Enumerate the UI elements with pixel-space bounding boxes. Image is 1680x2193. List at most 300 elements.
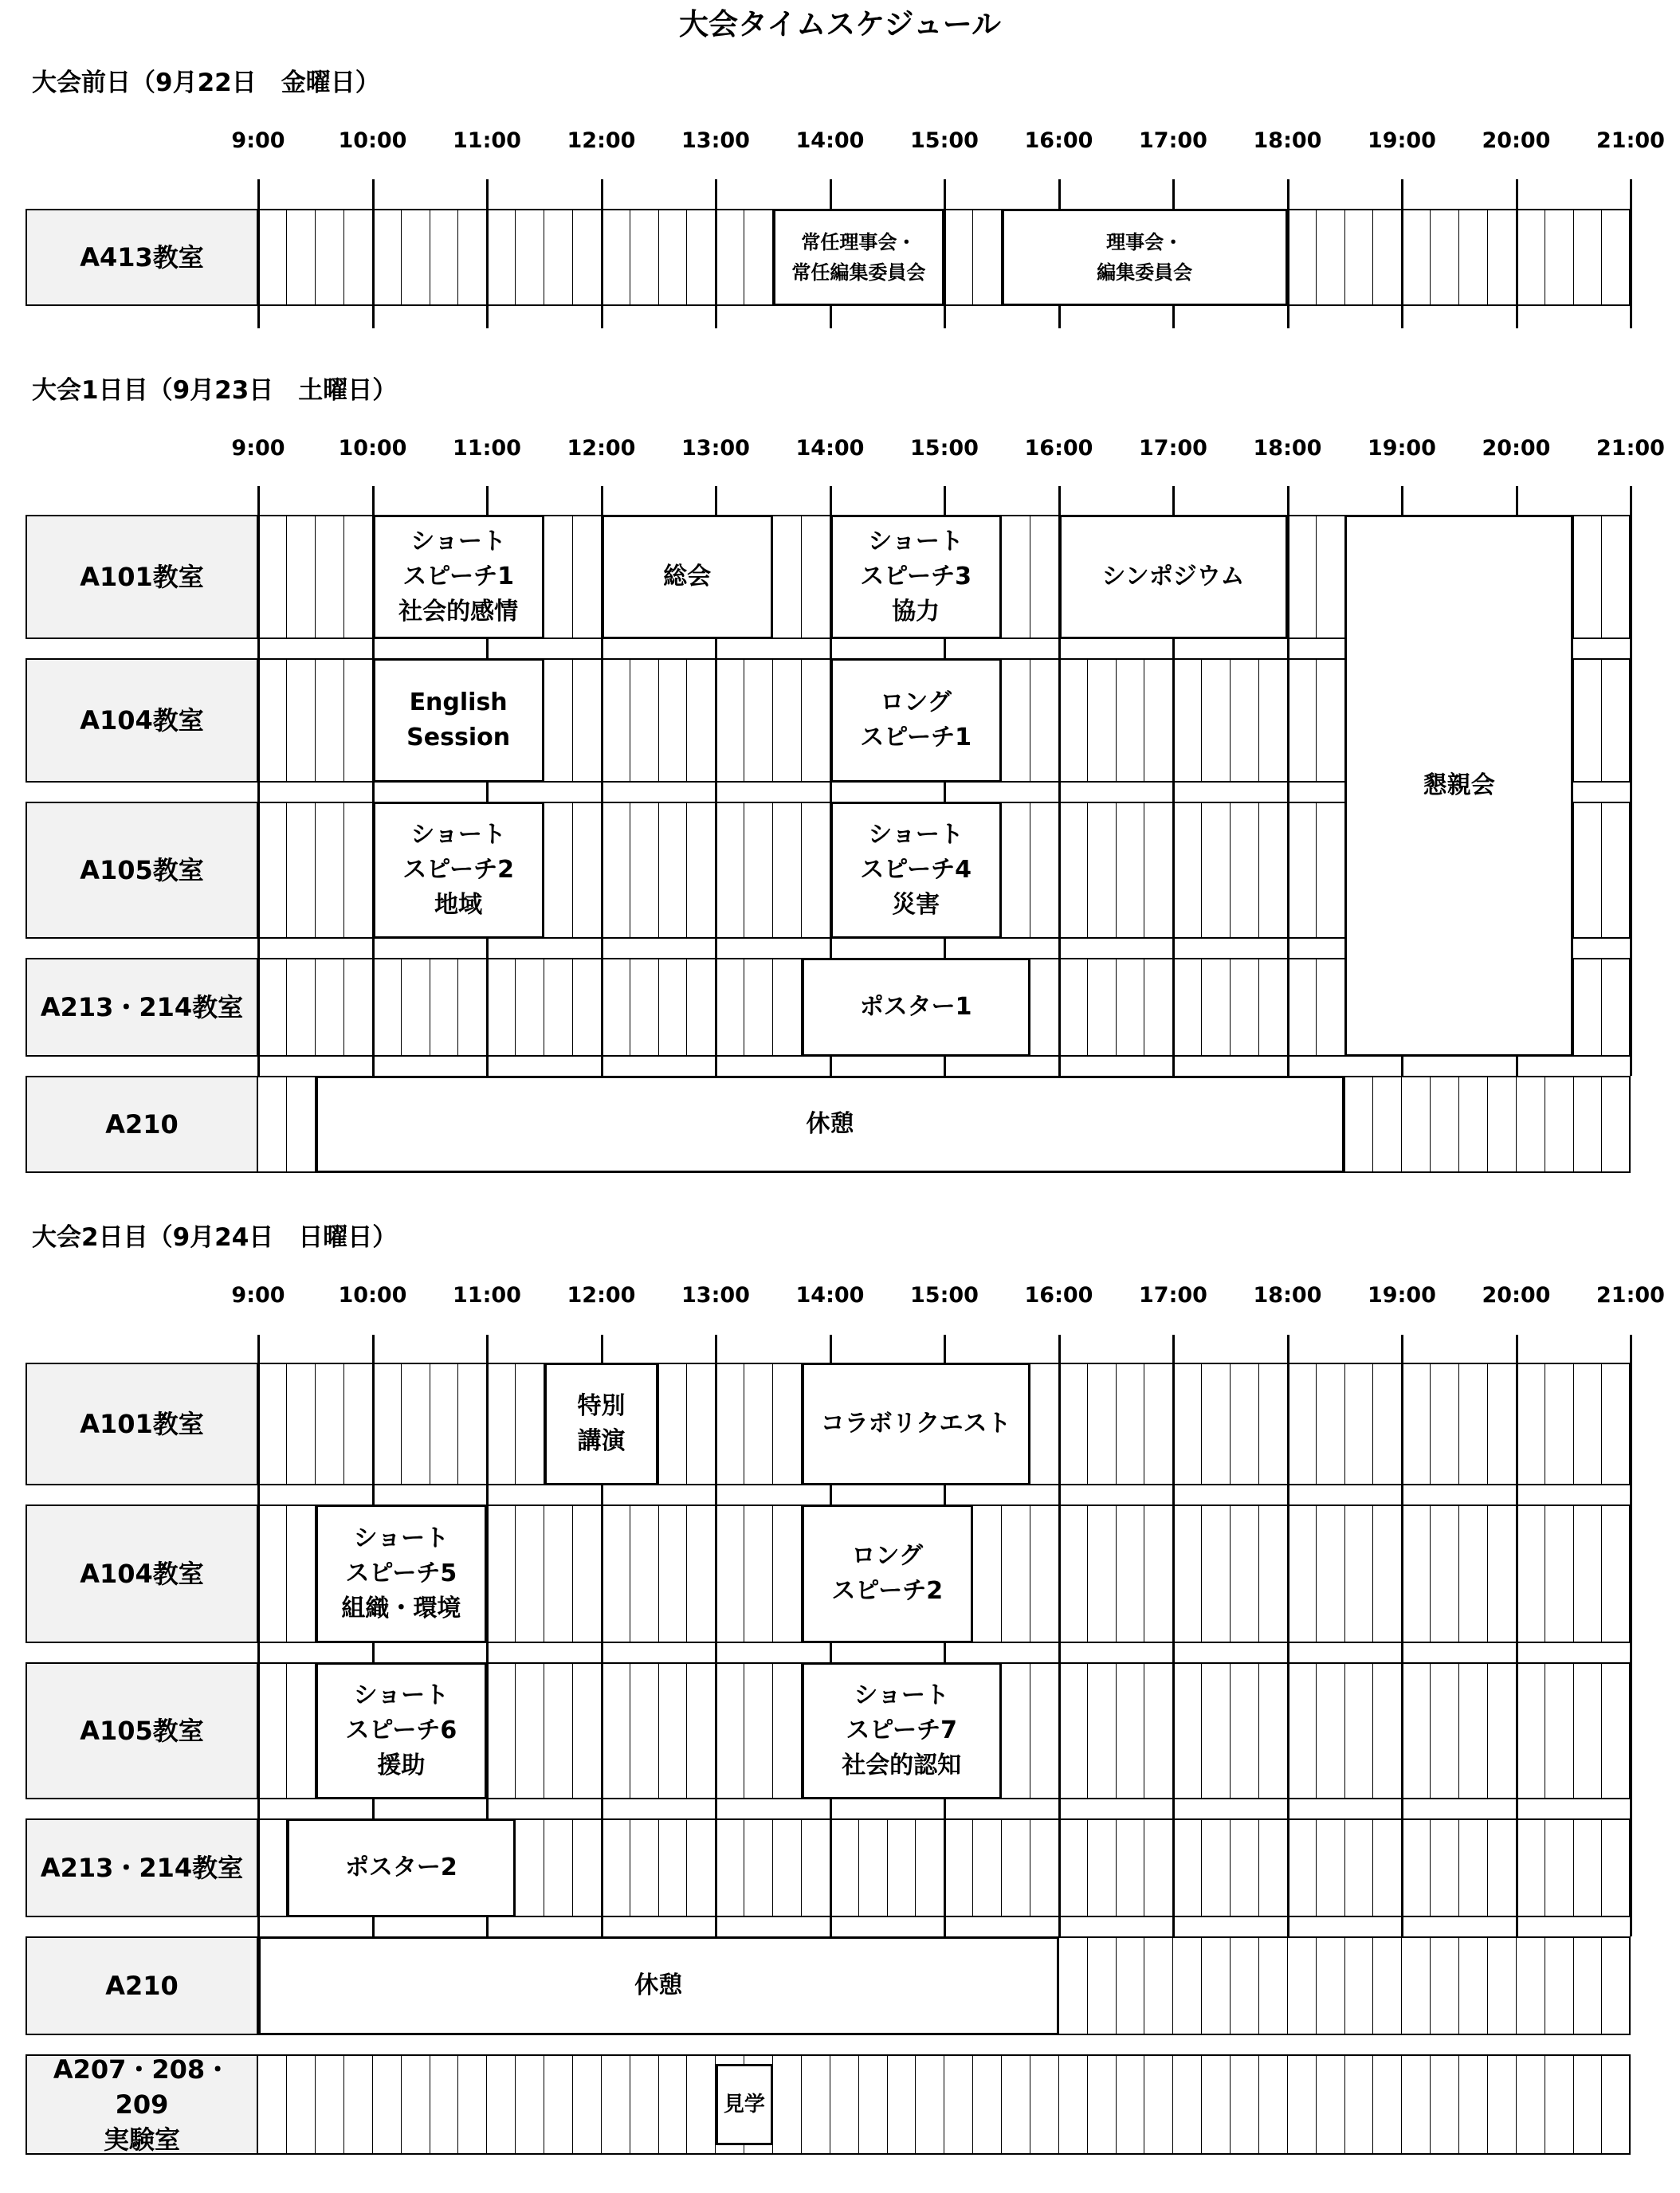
grid-line bbox=[1087, 803, 1088, 937]
grid-line bbox=[1573, 1820, 1574, 1916]
grid-line bbox=[1087, 1938, 1088, 2034]
grid-line bbox=[1344, 1364, 1345, 1484]
grid-line bbox=[1116, 1364, 1117, 1484]
room-name: A104教室 bbox=[26, 658, 258, 783]
grid-line bbox=[858, 1820, 859, 1916]
grid-line bbox=[572, 1664, 573, 1798]
grid-line bbox=[1487, 1820, 1488, 1916]
grid-line bbox=[1430, 1938, 1431, 2034]
grid-line bbox=[1201, 660, 1202, 781]
grid-line bbox=[772, 803, 773, 937]
grid-line bbox=[1316, 516, 1317, 638]
grid-line bbox=[1487, 1938, 1488, 2034]
grid-line bbox=[1201, 959, 1202, 1055]
grid-line bbox=[1230, 1506, 1231, 1642]
grid-line bbox=[1087, 2056, 1088, 2153]
grid-line bbox=[286, 210, 287, 304]
room-name: A101教室 bbox=[26, 1363, 258, 1485]
grid-line bbox=[1258, 1664, 1259, 1798]
event-block[interactable]: ポスター2 bbox=[287, 1818, 516, 1917]
grid-line bbox=[1230, 959, 1231, 1055]
grid-line bbox=[372, 2056, 373, 2153]
grid-line bbox=[515, 1364, 516, 1484]
grid-line bbox=[601, 2056, 602, 2153]
grid-line bbox=[772, 959, 773, 1055]
room-name: A213・214教室 bbox=[26, 958, 258, 1057]
event-block[interactable]: ロング スピーチ1 bbox=[830, 658, 1002, 783]
room-name: A105教室 bbox=[26, 1662, 258, 1799]
hour-label: 11:00 bbox=[453, 436, 521, 461]
hour-tick bbox=[257, 486, 260, 1076]
grid-line bbox=[1573, 1077, 1574, 1171]
hour-label: 11:00 bbox=[453, 128, 521, 153]
grid-line bbox=[1458, 210, 1459, 304]
grid-line bbox=[457, 959, 458, 1055]
hour-label: 20:00 bbox=[1482, 128, 1551, 153]
grid-line bbox=[1430, 1664, 1431, 1798]
grid-line bbox=[401, 2056, 402, 2153]
grid-line bbox=[772, 1664, 773, 1798]
grid-line bbox=[1573, 1664, 1574, 1798]
hour-tick bbox=[372, 179, 375, 328]
hour-label: 14:00 bbox=[795, 1283, 865, 1308]
grid-line bbox=[658, 803, 659, 937]
grid-line bbox=[801, 660, 802, 781]
hour-label: 13:00 bbox=[681, 436, 750, 461]
hour-label: 9:00 bbox=[231, 1283, 285, 1308]
grid-line bbox=[1230, 803, 1231, 937]
grid-line bbox=[1001, 1820, 1002, 1916]
hour-label: 15:00 bbox=[910, 1283, 979, 1308]
grid-line bbox=[572, 1506, 573, 1642]
grid-line bbox=[1316, 1364, 1317, 1484]
event-block[interactable]: ショート スピーチ6 援助 bbox=[316, 1662, 487, 1799]
grid-line bbox=[1087, 660, 1088, 781]
grid-line bbox=[1316, 1664, 1317, 1798]
grid-line bbox=[286, 516, 287, 638]
grid-line bbox=[1458, 1077, 1459, 1171]
hour-label: 10:00 bbox=[338, 128, 407, 153]
grid-line bbox=[1372, 210, 1373, 304]
grid-line bbox=[315, 2056, 316, 2153]
grid-line bbox=[1201, 1364, 1202, 1484]
hour-label: 16:00 bbox=[1024, 436, 1093, 461]
grid-line bbox=[1601, 803, 1602, 937]
grid-line bbox=[1601, 660, 1602, 781]
grid-line bbox=[1201, 1664, 1202, 1798]
hour-label: 20:00 bbox=[1482, 436, 1551, 461]
grid-line bbox=[915, 1820, 916, 1916]
page-title: 大会タイムスケジュール bbox=[678, 7, 1002, 41]
grid-line bbox=[1458, 1364, 1459, 1484]
grid-line bbox=[1573, 210, 1574, 304]
event-block[interactable]: ショート スピーチ3 協力 bbox=[830, 515, 1002, 639]
grid-line bbox=[1316, 1820, 1317, 1916]
grid-line bbox=[1258, 660, 1259, 781]
hour-tick bbox=[1630, 1335, 1632, 1936]
grid-line bbox=[1601, 959, 1602, 1055]
event-block[interactable]: ショート スピーチ7 社会的認知 bbox=[802, 1662, 1002, 1799]
grid-line bbox=[1344, 210, 1345, 304]
grid-line bbox=[1344, 1938, 1345, 2034]
grid-line bbox=[515, 2056, 516, 2153]
grid-line bbox=[1372, 1364, 1373, 1484]
event-block[interactable]: ロング スピーチ2 bbox=[802, 1504, 973, 1643]
grid-line bbox=[1573, 1364, 1574, 1484]
grid-line bbox=[1401, 2056, 1402, 2153]
hour-label: 10:00 bbox=[338, 1283, 407, 1308]
grid-line bbox=[1316, 210, 1317, 304]
hour-label: 20:00 bbox=[1482, 1283, 1551, 1308]
grid-line bbox=[315, 516, 316, 638]
hour-label: 19:00 bbox=[1368, 128, 1436, 153]
grid-line bbox=[1344, 2056, 1345, 2153]
grid-line bbox=[658, 660, 659, 781]
grid-line bbox=[1230, 660, 1231, 781]
grid-line bbox=[1344, 1506, 1345, 1642]
grid-line bbox=[1401, 1938, 1402, 2034]
grid-line bbox=[1201, 1938, 1202, 2034]
hour-tick bbox=[715, 1335, 717, 1936]
grid-line bbox=[1230, 1820, 1231, 1916]
grid-line bbox=[686, 959, 687, 1055]
grid-line bbox=[1487, 1077, 1488, 1171]
grid-line bbox=[515, 1664, 516, 1798]
grid-line bbox=[686, 1820, 687, 1916]
grid-line bbox=[401, 1364, 402, 1484]
grid-line bbox=[1201, 2056, 1202, 2153]
grid-line bbox=[315, 1364, 316, 1484]
grid-line bbox=[887, 1820, 888, 1916]
grid-line bbox=[686, 1664, 687, 1798]
grid-line bbox=[658, 1664, 659, 1798]
grid-line bbox=[1258, 1506, 1259, 1642]
grid-line bbox=[801, 2056, 802, 2153]
grid-line bbox=[343, 660, 344, 781]
grid-line bbox=[801, 1820, 802, 1916]
grid-line bbox=[1601, 2056, 1602, 2153]
grid-line bbox=[343, 959, 344, 1055]
grid-line bbox=[1201, 1820, 1202, 1916]
hour-label: 21:00 bbox=[1596, 436, 1665, 461]
event-block[interactable]: ショート スピーチ2 地域 bbox=[373, 802, 544, 939]
grid-line bbox=[1316, 2056, 1317, 2153]
event-block-spanning[interactable]: 懇親会 bbox=[1344, 515, 1573, 1057]
grid-line bbox=[1001, 2056, 1002, 2153]
grid-line bbox=[1201, 803, 1202, 937]
grid-line bbox=[1087, 1364, 1088, 1484]
grid-line bbox=[1001, 1506, 1002, 1642]
grid-line bbox=[1172, 1938, 1173, 2034]
grid-line bbox=[1430, 1077, 1431, 1171]
grid-line bbox=[1458, 2056, 1459, 2153]
hour-tick bbox=[257, 1335, 260, 1936]
hour-tick bbox=[1630, 486, 1632, 1076]
grid-line bbox=[1487, 1664, 1488, 1798]
room-name: A213・214教室 bbox=[26, 1818, 258, 1917]
grid-line bbox=[801, 803, 802, 937]
grid-line bbox=[1458, 1820, 1459, 1916]
hour-label: 15:00 bbox=[910, 128, 979, 153]
grid-line bbox=[1401, 1077, 1402, 1171]
grid-line bbox=[515, 959, 516, 1055]
grid-line bbox=[286, 1664, 287, 1798]
hour-label: 17:00 bbox=[1139, 1283, 1207, 1308]
grid-line bbox=[401, 959, 402, 1055]
grid-line bbox=[972, 2056, 973, 2153]
hour-label: 11:00 bbox=[453, 1283, 521, 1308]
grid-line bbox=[972, 1820, 973, 1916]
grid-line bbox=[658, 1820, 659, 1916]
hour-label: 21:00 bbox=[1596, 128, 1665, 153]
hour-label: 17:00 bbox=[1139, 436, 1207, 461]
grid-line bbox=[1430, 1820, 1431, 1916]
grid-line bbox=[1372, 2056, 1373, 2153]
grid-line bbox=[315, 210, 316, 304]
grid-line bbox=[1230, 1938, 1231, 2034]
grid-line bbox=[772, 1820, 773, 1916]
event-block[interactable]: 総会 bbox=[602, 515, 773, 639]
room-name: A210 bbox=[26, 1936, 258, 2035]
grid-line bbox=[286, 959, 287, 1055]
grid-line bbox=[1430, 2056, 1431, 2153]
hour-tick bbox=[1058, 1335, 1061, 1936]
grid-line bbox=[1116, 660, 1117, 781]
hour-label: 17:00 bbox=[1139, 128, 1207, 153]
grid-line bbox=[1230, 1664, 1231, 1798]
event-block[interactable]: ショート スピーチ1 社会的感情 bbox=[373, 515, 544, 639]
room-name: A104教室 bbox=[26, 1504, 258, 1643]
grid-line bbox=[1116, 1664, 1117, 1798]
grid-line bbox=[1344, 1664, 1345, 1798]
grid-line bbox=[457, 1364, 458, 1484]
grid-line bbox=[1116, 1938, 1117, 2034]
day-heading: 大会2日目（9月24日 日曜日） bbox=[32, 1223, 398, 1252]
grid-line bbox=[972, 210, 973, 304]
grid-line bbox=[1116, 2056, 1117, 2153]
hour-tick bbox=[1401, 1335, 1403, 1936]
hour-tick bbox=[1287, 1335, 1289, 1936]
event-block[interactable]: English Session bbox=[373, 658, 544, 783]
event-block[interactable]: シンポジウム bbox=[1059, 515, 1288, 639]
grid-line bbox=[572, 210, 573, 304]
grid-line bbox=[286, 660, 287, 781]
grid-line bbox=[315, 660, 316, 781]
grid-line bbox=[286, 1506, 287, 1642]
grid-line bbox=[401, 210, 402, 304]
grid-line bbox=[658, 210, 659, 304]
grid-line bbox=[1258, 803, 1259, 937]
grid-line bbox=[286, 2056, 287, 2153]
hour-label: 9:00 bbox=[231, 436, 285, 461]
event-block[interactable]: コラボリクエスト bbox=[802, 1363, 1030, 1485]
grid-line bbox=[1601, 210, 1602, 304]
grid-line bbox=[1258, 959, 1259, 1055]
grid-line bbox=[343, 2056, 344, 2153]
grid-line bbox=[1573, 1506, 1574, 1642]
grid-line bbox=[343, 210, 344, 304]
grid-line bbox=[1258, 1364, 1259, 1484]
room-name: A210 bbox=[26, 1076, 258, 1173]
hour-label: 14:00 bbox=[795, 128, 865, 153]
grid-line bbox=[1458, 1664, 1459, 1798]
grid-line bbox=[1316, 1506, 1317, 1642]
grid-line bbox=[286, 1364, 287, 1484]
hour-tick bbox=[715, 179, 717, 328]
hour-label: 13:00 bbox=[681, 128, 750, 153]
grid-line bbox=[1116, 959, 1117, 1055]
grid-line bbox=[915, 2056, 916, 2153]
grid-line bbox=[1316, 1938, 1317, 2034]
grid-line bbox=[1116, 1506, 1117, 1642]
grid-line bbox=[1430, 210, 1431, 304]
grid-line bbox=[1201, 1506, 1202, 1642]
grid-line bbox=[801, 516, 802, 638]
grid-line bbox=[343, 803, 344, 937]
grid-line bbox=[1087, 1506, 1088, 1642]
grid-line bbox=[1601, 1664, 1602, 1798]
event-block[interactable]: ショート スピーチ4 災害 bbox=[830, 802, 1002, 939]
grid-line bbox=[1258, 1938, 1259, 2034]
grid-line bbox=[315, 959, 316, 1055]
hour-label: 16:00 bbox=[1024, 1283, 1093, 1308]
hour-label: 18:00 bbox=[1253, 436, 1322, 461]
grid-line bbox=[315, 803, 316, 937]
hour-tick bbox=[1516, 1335, 1518, 1936]
hour-tick bbox=[1516, 179, 1518, 328]
grid-line bbox=[572, 516, 573, 638]
hour-label: 13:00 bbox=[681, 1283, 750, 1308]
hour-label: 18:00 bbox=[1253, 128, 1322, 153]
grid-line bbox=[1116, 1820, 1117, 1916]
grid-line bbox=[1258, 2056, 1259, 2153]
grid-line bbox=[686, 1506, 687, 1642]
event-block[interactable]: 理事会・ 編集委員会 bbox=[1002, 209, 1288, 306]
grid-line bbox=[1172, 2056, 1173, 2153]
event-block[interactable]: 特別 講演 bbox=[544, 1363, 659, 1485]
room-name: A413教室 bbox=[26, 209, 258, 306]
grid-line bbox=[286, 1077, 287, 1171]
room-track bbox=[258, 2054, 1631, 2155]
grid-line bbox=[343, 516, 344, 638]
event-block[interactable]: 常任理事会・ 常任編集委員会 bbox=[773, 209, 944, 306]
grid-line bbox=[1573, 1938, 1574, 2034]
grid-line bbox=[1372, 1820, 1373, 1916]
grid-line bbox=[658, 959, 659, 1055]
hour-label: 9:00 bbox=[231, 128, 285, 153]
grid-line bbox=[1516, 2056, 1517, 2153]
grid-line bbox=[1344, 1820, 1345, 1916]
grid-line bbox=[1487, 1506, 1488, 1642]
event-block[interactable]: 休憩 bbox=[258, 1936, 1059, 2035]
grid-line bbox=[1058, 2056, 1059, 2153]
day-heading: 大会1日目（9月23日 土曜日） bbox=[32, 376, 398, 405]
event-block[interactable]: ポスター1 bbox=[802, 958, 1030, 1057]
hour-label: 12:00 bbox=[567, 436, 636, 461]
grid-line bbox=[572, 803, 573, 937]
grid-line bbox=[1516, 1938, 1517, 2034]
grid-line bbox=[572, 660, 573, 781]
hour-label: 12:00 bbox=[567, 1283, 636, 1308]
grid-line bbox=[1601, 1506, 1602, 1642]
hour-label: 21:00 bbox=[1596, 1283, 1665, 1308]
event-block[interactable]: 見学 bbox=[716, 2064, 773, 2145]
hour-tick bbox=[1401, 179, 1403, 328]
grid-line bbox=[1487, 2056, 1488, 2153]
grid-line bbox=[486, 2056, 487, 2153]
grid-line bbox=[686, 803, 687, 937]
grid-line bbox=[858, 2056, 859, 2153]
hour-label: 15:00 bbox=[910, 436, 979, 461]
hour-tick bbox=[1630, 179, 1632, 328]
grid-line bbox=[1430, 1506, 1431, 1642]
event-block[interactable]: ショート スピーチ5 組織・環境 bbox=[316, 1504, 487, 1643]
grid-line bbox=[1316, 660, 1317, 781]
grid-line bbox=[457, 210, 458, 304]
grid-line bbox=[1601, 1077, 1602, 1171]
room-name: A105教室 bbox=[26, 802, 258, 939]
grid-line bbox=[772, 660, 773, 781]
grid-line bbox=[1258, 1820, 1259, 1916]
grid-line bbox=[572, 1820, 573, 1916]
hour-label: 19:00 bbox=[1368, 1283, 1436, 1308]
grid-line bbox=[1516, 1077, 1517, 1171]
grid-line bbox=[1430, 1364, 1431, 1484]
hour-tick bbox=[601, 179, 603, 328]
grid-line bbox=[1601, 1820, 1602, 1916]
grid-line bbox=[772, 1364, 773, 1484]
grid-line bbox=[457, 2056, 458, 2153]
grid-line bbox=[1601, 1938, 1602, 2034]
hour-label: 19:00 bbox=[1368, 436, 1436, 461]
grid-line bbox=[515, 1506, 516, 1642]
room-name: A101教室 bbox=[26, 515, 258, 639]
grid-line bbox=[286, 803, 287, 937]
grid-line bbox=[686, 2056, 687, 2153]
grid-line bbox=[1230, 2056, 1231, 2153]
grid-line bbox=[343, 1364, 344, 1484]
grid-line bbox=[772, 1506, 773, 1642]
grid-line bbox=[1116, 803, 1117, 937]
grid-line bbox=[1601, 516, 1602, 638]
hour-tick bbox=[257, 179, 260, 328]
grid-line bbox=[686, 210, 687, 304]
day-heading: 大会前日（9月22日 金曜日） bbox=[32, 69, 380, 97]
grid-line bbox=[1601, 1364, 1602, 1484]
grid-line bbox=[1087, 1664, 1088, 1798]
grid-line bbox=[1287, 2056, 1288, 2153]
hour-label: 12:00 bbox=[567, 128, 636, 153]
hour-tick bbox=[1172, 1335, 1175, 1936]
grid-line bbox=[658, 1506, 659, 1642]
hour-label: 10:00 bbox=[338, 436, 407, 461]
grid-line bbox=[1287, 1938, 1288, 2034]
grid-line bbox=[572, 2056, 573, 2153]
event-block[interactable]: 休憩 bbox=[316, 1076, 1345, 1173]
grid-line bbox=[1487, 1364, 1488, 1484]
grid-line bbox=[1087, 1820, 1088, 1916]
grid-line bbox=[1230, 1364, 1231, 1484]
grid-line bbox=[1458, 1938, 1459, 2034]
grid-line bbox=[658, 2056, 659, 2153]
hour-tick bbox=[486, 179, 489, 328]
grid-line bbox=[1372, 1664, 1373, 1798]
hour-label: 14:00 bbox=[795, 436, 865, 461]
grid-line bbox=[1372, 1077, 1373, 1171]
grid-line bbox=[572, 959, 573, 1055]
grid-line bbox=[887, 2056, 888, 2153]
grid-line bbox=[1087, 959, 1088, 1055]
